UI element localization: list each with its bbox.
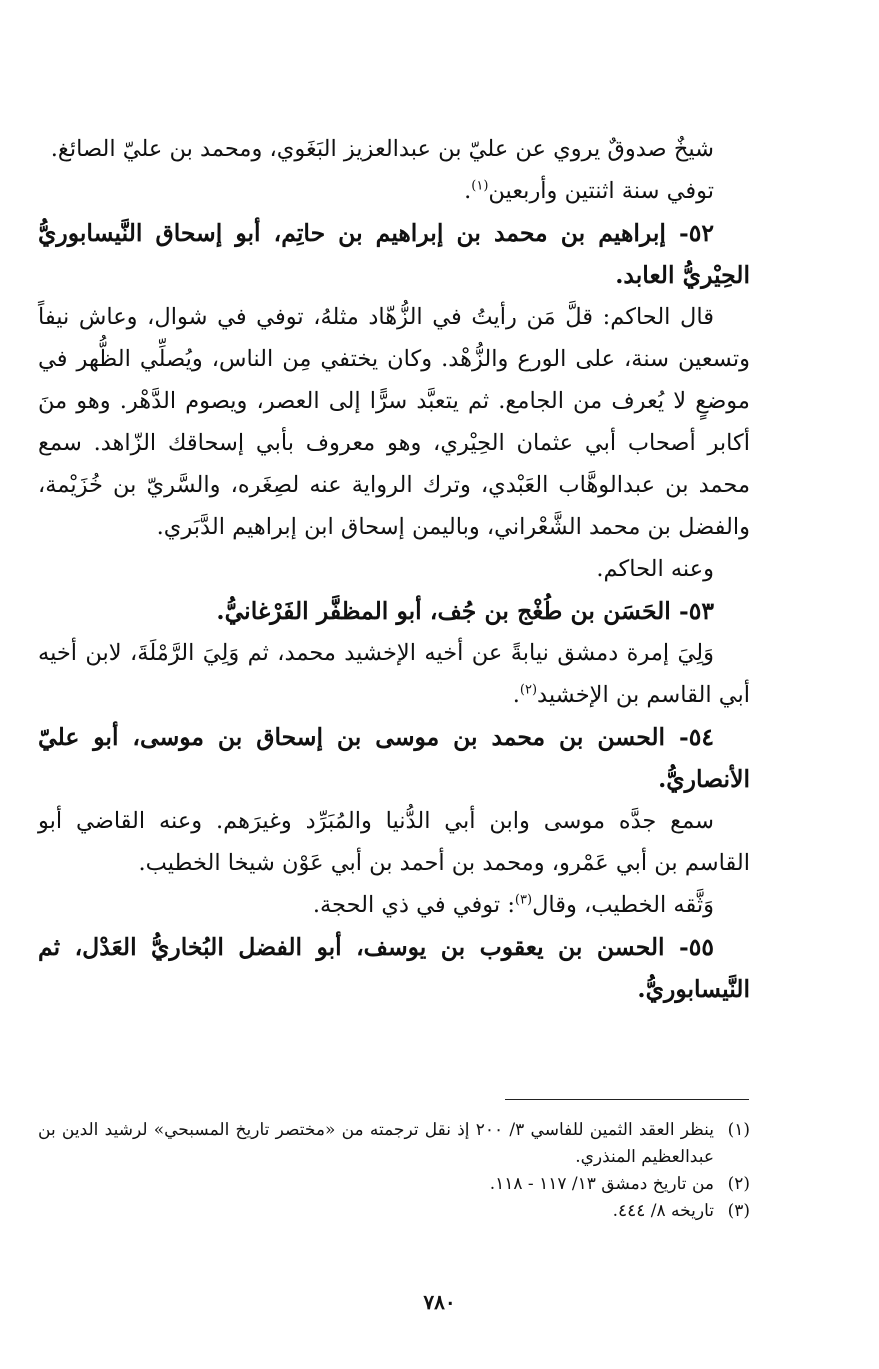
footnote-3 [38,1198,750,1225]
entry-heading-55: ٥٥- الحسن بن يعقوب بن يوسف، أبو الفضل البُخاريُّ العَدْل، ثم النَّيسابوريُّ. [38,933,750,1003]
footnote-ref-1: (١) [471,178,489,194]
footnote-text: تاريخه ٨/ ٤٤٤. [612,1201,714,1221]
paragraph-wathaqahu: وَثَّقه الخطيب، وقال$^{(٣)}$: توفي في ذي الحجة. [312,892,714,918]
footnote-number: (١) [727,1120,750,1140]
paragraph-death-42: توفي سنة اثنتين وأربعين$^{(١)}$. [464,178,714,204]
footnote-number: (٣) [727,1201,750,1221]
footnote-2 [38,1171,750,1198]
entry-heading-52: ٥٢- إبراهيم بن محمد بن إبراهيم بن حاتِم، أبو إسحاق النَّيسابوريُّ الحِيْريُّ العابد. [38,219,750,289]
paragraph-anhu-hakim: وعنه الحاكم. [596,556,714,582]
page-number: ٧٨٠ [423,1290,456,1314]
paragraph-sami: سمع جدَّه موسى وابن أبي الدُّنيا والمُبَرِّد وغيرَهم. وعنه القاضي أبو القاسم بن أبي عَمْرو، ومحمد بن أحمد بن أبي عَوْن شيخا الخطيب. [38,808,750,876]
footnote-text: ينظر العقد الثمين للفاسي ٣/ ٢٠٠ إذ نقل ترجمته من «مختصر تاريخ المسبحي» لرشيد الدين بن عبدالعظيم المنذري. [38,1120,714,1167]
paragraph-damascus: وَلِيَ إمرة دمشق نيابةً عن أخيه الإخشيد محمد، ثم وَلِيَ الرَّمْلَةَ، لابن أخيه أبي القاسم بن الإخشيد$^{(٢)}$. [38,640,750,708]
paragraph-hakim-quote: قال الحاكم: قلَّ مَن رأيتُ في الزُّهّاد مثلهُ، توفي في شوال، وعاش نيفاً وتسعين سنة، على الورع والزُّهْد. وكان يختفي مِن الناس، ويُصلِّي الظُّهر في موضعٍ لا يُعرف من الجامع. ثم يتعبَّد سرًّا إلى العصر، ويصوم الدَّهْر. وهو منَ أكابر أصحاب أبي عثمان الحِيْري، وهو معروف بأبي إسحاقك الزّاهد. سمع محمد بن عبدالوهَّاب العَبْدي، وترك الرواية عنه لصِغَره، والسَّريّ بن خُزَيْمة، والفضل بن محمد الشَّعْراني، وباليمن إسحاق ابن إبراهيم الدَّبَري. [38,304,750,540]
footnote-ref-3: (٣) [514,892,533,908]
entry-heading-53: ٥٣- الحَسَن بن طُغْج بن جُف، أبو المظفَّر الفَرْغانيُّ. [216,597,714,625]
main-text-block [38,128,750,1010]
paragraph-shaykh: شيخٌ صدوقٌ يروي عن عليّ بن عبدالعزيز البَغَوي، ومحمد بن عليّ الصائغ. [50,136,714,162]
footnote-ref-2: (٢) [519,682,538,698]
footnotes-block [38,1117,750,1225]
footnote-text: من تاريخ دمشق ١٣/ ١١٧ - ١١٨. [489,1174,714,1194]
footnote-number: (٢) [727,1174,750,1194]
footnote-1 [38,1117,750,1171]
entry-heading-54: ٥٤- الحسن بن محمد بن موسى بن إسحاق بن موسى، أبو عليّ الأنصاريُّ. [38,723,750,793]
footnote-divider [505,1099,749,1100]
